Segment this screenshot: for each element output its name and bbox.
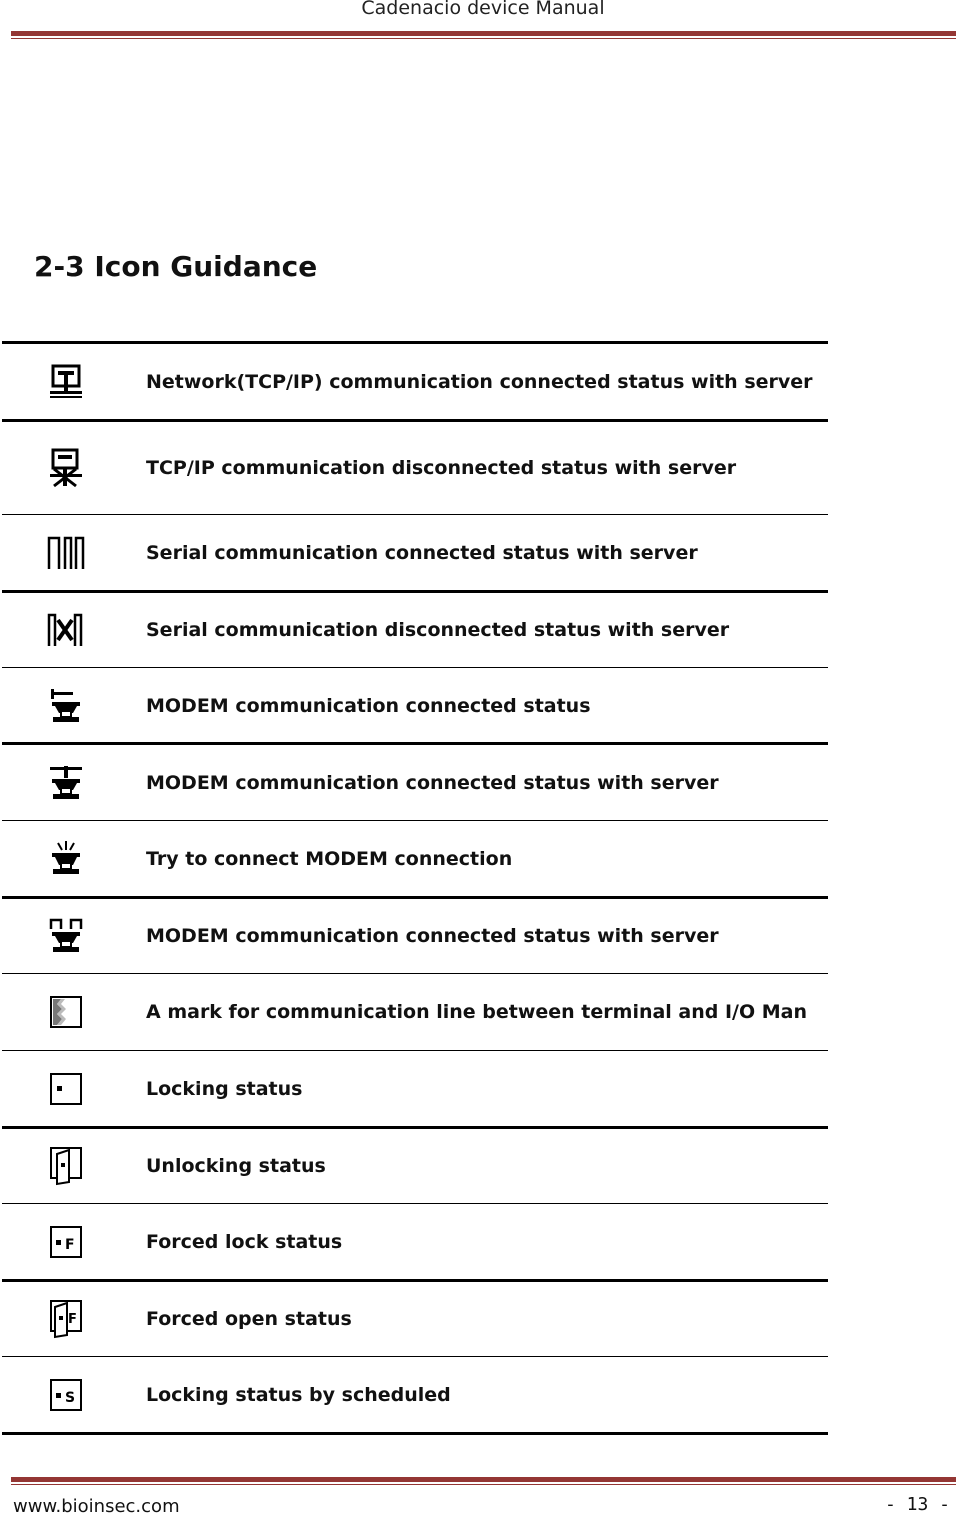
footer-rule-thin — [11, 1484, 956, 1485]
table-row — [2, 974, 828, 1050]
page-number: - 13 - — [884, 1494, 950, 1515]
table-row — [2, 1357, 828, 1432]
modem-server-connected-icon — [2, 764, 130, 802]
network-disconnected-icon — [2, 448, 130, 488]
header-rule — [11, 31, 956, 36]
table-row — [2, 593, 828, 667]
table-bottom-rule — [2, 1432, 828, 1435]
header-rule-thin — [11, 38, 956, 39]
table-row — [2, 1282, 828, 1356]
row-label: A mark for communication line between terminal and I/O Man — [146, 1001, 808, 1023]
section-title: 2-3 Icon Guidance — [34, 250, 318, 283]
row-label: Serial communication disconnected status with server — [146, 619, 730, 641]
locked-icon — [2, 1072, 130, 1106]
svg-text:F: F — [67, 1312, 77, 1327]
forced-lock-icon — [2, 1225, 130, 1259]
row-label: MODEM communication connected status — [146, 694, 591, 717]
row-label: Serial communication connected status with server — [146, 542, 698, 564]
table-row — [2, 422, 828, 514]
scheduled-lock-icon — [2, 1378, 130, 1412]
table-row — [2, 344, 828, 420]
forced-open-icon — [2, 1299, 130, 1339]
footer-rule — [11, 1477, 956, 1482]
row-label: Forced lock status — [146, 1231, 343, 1253]
row-label: Network(TCP/IP) communication connected status with server — [146, 371, 813, 393]
table-row — [2, 515, 828, 591]
serial-connected-icon — [2, 535, 130, 571]
table-row — [2, 1129, 828, 1203]
table-row — [2, 1051, 828, 1126]
row-label: Unlocking status — [146, 1155, 326, 1177]
row-label: TCP/IP communication disconnected status with server — [146, 457, 737, 479]
table-row — [2, 1204, 828, 1280]
modem-server-connected-alt-icon — [2, 917, 130, 955]
svg-text:S: S — [64, 1389, 75, 1406]
table-row — [2, 899, 828, 973]
row-label: Locking status by scheduled — [146, 1383, 451, 1406]
row-label: MODEM communication connected status with server — [146, 772, 719, 794]
row-label: Locking status — [146, 1077, 303, 1100]
io-line-icon — [2, 995, 130, 1029]
serial-disconnected-icon — [2, 612, 130, 648]
unlocked-icon — [2, 1146, 130, 1186]
table-row — [2, 821, 828, 896]
svg-text:F: F — [64, 1237, 75, 1253]
table-row — [2, 668, 828, 743]
modem-connected-icon — [2, 687, 130, 725]
document-header-title: Cadenacio device Manual — [361, 0, 605, 19]
row-label: Try to connect MODEM connection — [146, 847, 513, 870]
modem-trying-icon — [2, 840, 130, 878]
row-label: MODEM communication connected status with server — [146, 925, 719, 947]
footer-url: www.bioinsec.com — [13, 1496, 180, 1517]
network-connected-icon — [2, 364, 130, 400]
row-label: Forced open status — [146, 1308, 352, 1330]
table-row — [2, 745, 828, 821]
